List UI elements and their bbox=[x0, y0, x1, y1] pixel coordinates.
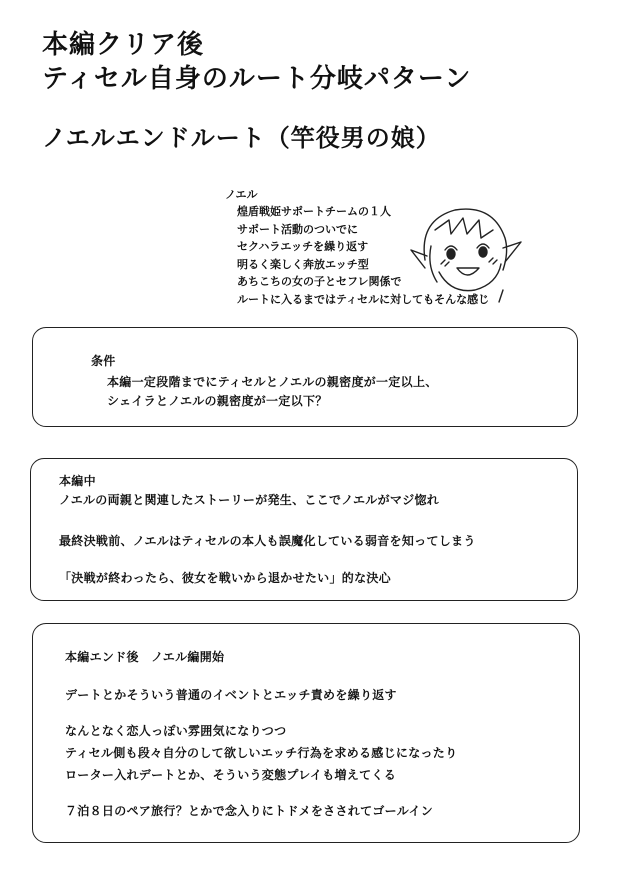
midstory-line: 最終決戦前、ノエルはティセルの本人も誤魔化している弱音を知ってしまう bbox=[59, 534, 476, 548]
midstory-line: ノエルの両親と関連したストーリーが発生、ここでノエルがマジ惚れ bbox=[59, 493, 440, 507]
character-line: 煌盾戦姫サポートチームの１人 bbox=[237, 205, 391, 218]
midstory-heading: 本編中 bbox=[59, 474, 96, 488]
conditions-line: シェイラとノエルの親密度が一定以下？ bbox=[107, 394, 328, 408]
character-line: 明るく楽しく奔放エッチ型 bbox=[237, 257, 369, 271]
conditions-heading: 条件 bbox=[91, 354, 116, 368]
postgame-line: なんとなく恋人っぽい雰囲気になりつつ bbox=[65, 724, 287, 738]
character-sketch-illustration bbox=[405, 190, 523, 308]
character-name: ノエル bbox=[225, 188, 258, 201]
postgame-heading: 本編エンド後 ノエル編開始 bbox=[65, 650, 225, 664]
character-line: セクハラエッチを繰り返す bbox=[237, 240, 369, 253]
postgame-box bbox=[32, 623, 580, 843]
midstory-line: 「決戦が終わったら、彼女を戦いから退かせたい」的な決心 bbox=[59, 571, 391, 585]
character-line: サポート活動のついでに bbox=[237, 222, 358, 236]
conditions-box bbox=[32, 327, 578, 427]
conditions-line: 本編一定段階までにティセルとノエルの親密度が一定以上、 bbox=[107, 375, 438, 389]
character-line: ルートに入るまではティセルに対してもそんな感じ bbox=[237, 292, 490, 306]
page-title-line-2: ティセル自身のルート分岐パターン bbox=[42, 64, 472, 94]
postgame-line: ７泊８日のペア旅行？とかで念入りにトドメをさされてゴールイン bbox=[65, 804, 434, 818]
character-line: あちこちの女の子とセフレ関係で bbox=[237, 275, 402, 288]
postgame-line: ローター入れデートとか、そういう変態プレイも増えてくる bbox=[65, 768, 397, 782]
route-subtitle: ノエルエンドルート（竿役男の娘） bbox=[42, 124, 441, 152]
postgame-line: ティセル側も段々自分のして欲しいエッチ行為を求める感じになったり bbox=[65, 746, 458, 760]
midstory-box bbox=[30, 458, 578, 601]
page-title-line-1: 本編クリア後 bbox=[42, 30, 205, 60]
postgame-line: デートとかそういう普通のイベントとエッチ責めを繰り返す bbox=[65, 688, 397, 702]
